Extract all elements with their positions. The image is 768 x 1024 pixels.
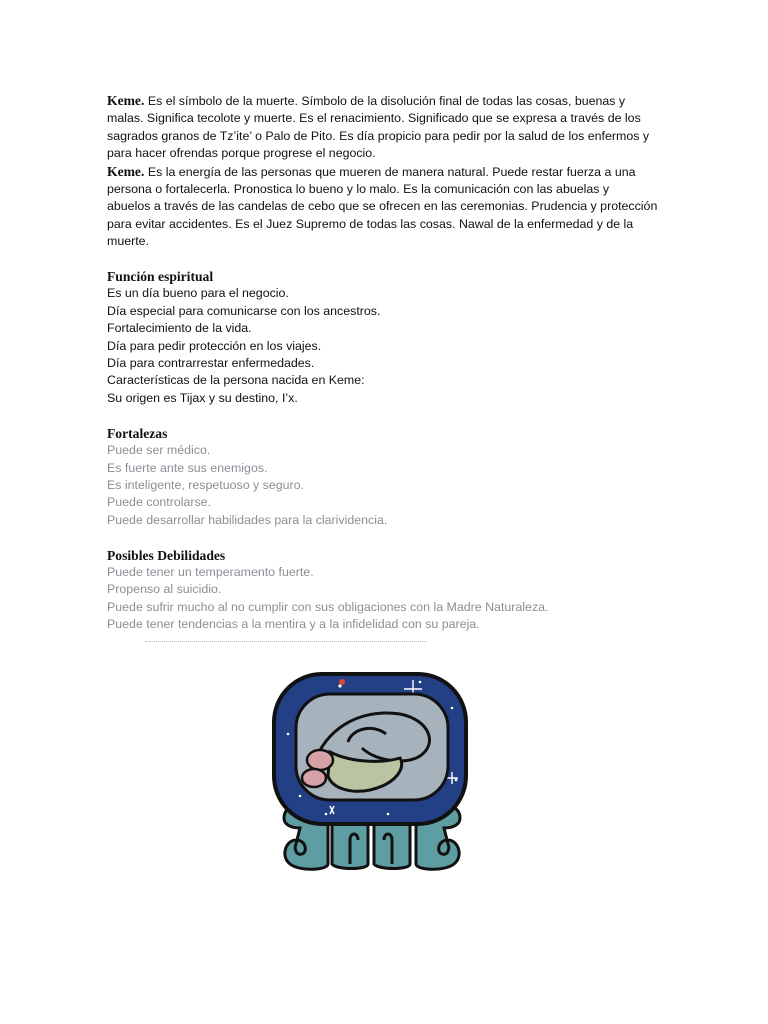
debilidad-item: Puede sufrir mucho al no cumplir con sus obligaciones con la Madre Naturaleza. <box>107 599 549 614</box>
heading-funcion-espiritual: Función espiritual <box>107 269 214 285</box>
document-body <box>107 92 667 634</box>
keme-day-glyph-icon <box>270 668 474 874</box>
paragraph-2-line-1: Es la energía de las personas que mueren de manera natural. Puede restar fuerza a una <box>144 164 636 179</box>
fortaleza-item: Es inteligente, respetuoso y seguro. <box>107 477 304 492</box>
paragraph-1-line-4: para hacer ofrendas porque progrese el negocio. <box>107 146 376 161</box>
paragraph-2-line-4: para evitar accidentes. Es el Juez Supremo de todas las cosas. Nawal de la enfermedad y de la <box>107 216 634 231</box>
fortaleza-item: Puede controlarse. <box>107 495 212 510</box>
paragraph-1-line-1: Es el símbolo de la muerte. Símbolo de la disolución final de todas las cosas, buenas y <box>144 94 626 108</box>
fortaleza-item: Puede desarrollar habilidades para la clarividencia. <box>107 512 388 527</box>
fortaleza-item: Es fuerte ante sus enemigos. <box>107 460 268 475</box>
paragraph-2 <box>107 163 667 181</box>
term-keme-2: Keme. <box>107 163 145 179</box>
paragraph-1-line-2: malas. Significa tecolote y muerte. Es el renacimiento. Significado que se expresa a través de los <box>107 111 641 126</box>
paragraph-2-line-2: persona o fortalecerla. Pronostica lo bueno y lo malo. Es la comunicación con las abuelas y <box>107 182 610 197</box>
funcion-item: Día especial para comunicarse con los ancestros. <box>107 303 381 318</box>
term-keme-1: Keme. <box>107 93 145 108</box>
debilidad-item: Puede tener un temperamento fuerte. <box>107 564 314 579</box>
paragraph-2-line-5: muerte. <box>107 234 150 249</box>
paragraph-1 <box>107 92 667 110</box>
paragraph-1-line-3: sagrados granos de Tz’ite’ o Palo de Pito. Es día propicio para pedir por la salud de los enfermos y <box>107 128 650 143</box>
funcion-item: Características de la persona nacida en Keme: <box>107 373 365 388</box>
funcion-item: Fortalecimiento de la vida. <box>107 321 252 336</box>
funcion-item: Día para contrarrestar enfermedades. <box>107 356 315 371</box>
heading-posibles-debilidades: Posibles Debilidades <box>107 547 226 563</box>
debilidad-item: Propenso al suicidio. <box>107 582 222 597</box>
debilidad-item: Puede tener tendencias a la mentira y a la infidelidad con su pareja. <box>107 617 480 632</box>
fortaleza-item: Puede ser médico. <box>107 443 211 458</box>
paragraph-2-line-3: abuelos a través de las candelas de cebo que se ofrecen en las ceremonias. Prudencia y protección <box>107 199 658 214</box>
funcion-item: Es un día bueno para el negocio. <box>107 286 289 301</box>
funcion-item: Día para pedir protección en los viajes. <box>107 338 322 353</box>
heading-fortalezas: Fortalezas <box>107 425 168 441</box>
funcion-item: Su origen es Tijax y su destino, I’x. <box>107 390 298 405</box>
faint-cropped-text-line <box>145 641 427 645</box>
